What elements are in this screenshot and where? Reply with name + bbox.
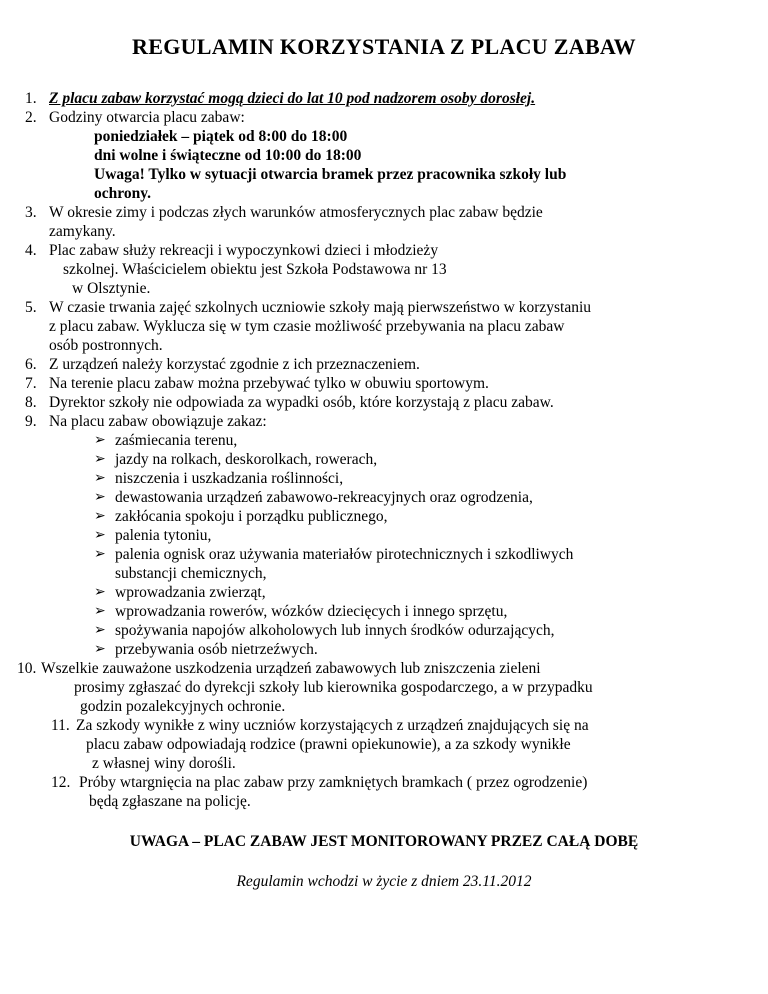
item-10-text: Wszelkie zauważone uszkodzenia urządzeń zabawowych lub zniszczenia zieleni bbox=[41, 660, 541, 677]
prohibition-item: przebywania osób nietrzeźwych. bbox=[115, 641, 318, 658]
item-11-text: Za szkody wynikłe z winy uczniów korzystających z urządzeń znajdujących się na bbox=[76, 717, 589, 734]
item-7-text: Na terenie placu zabaw można przebywać tylko w obuwiu sportowym. bbox=[49, 375, 489, 392]
hours-note: Uwaga! Tylko w sytuacji otwarcia bramek przez pracownika szkoły lub bbox=[94, 166, 567, 183]
prohibition-item: spożywania napojów alkoholowych lub innych środków odurzających, bbox=[115, 622, 555, 639]
item-number: 5. bbox=[25, 299, 37, 316]
item-number: 12. bbox=[51, 774, 71, 791]
prohibition-item: palenia tytoniu, bbox=[115, 527, 212, 544]
arrow-bullet-icon: ➢ bbox=[94, 585, 106, 600]
item-5-text: W czasie trwania zajęć szkolnych uczniowie szkoły mają pierwszeństwo w korzystaniu bbox=[49, 299, 592, 316]
item-4-text-cont2: w Olsztynie. bbox=[72, 280, 151, 297]
item-5-text-cont2: osób postronnych. bbox=[49, 337, 163, 354]
item-11-text-cont: placu zabaw odpowiadają rodzice (prawni opiekunowie), a za szkody wynikłe bbox=[86, 736, 571, 753]
item-number: 11. bbox=[51, 717, 70, 734]
item-number: 4. bbox=[25, 242, 37, 259]
effective-date: Regulamin wchodzi w życie z dniem 23.11.2012 bbox=[236, 873, 532, 890]
prohibition-item: dewastowania urządzeń zabawowo-rekreacyjnych oraz ogrodzenia, bbox=[115, 489, 533, 506]
hours-weekdays: poniedziałek – piątek od 8:00 do 18:00 bbox=[94, 128, 348, 145]
item-6-text: Z urządzeń należy korzystać zgodnie z ich przeznaczeniem. bbox=[49, 356, 420, 373]
prohibition-item: palenia ognisk oraz używania materiałów pirotechnicznych i szkodliwych bbox=[115, 546, 574, 563]
item-10-text-cont: prosimy zgłaszać do dyrekcji szkoły lub kierownika gospodarczego, a w przypadku bbox=[74, 679, 593, 696]
prohibition-item: niszczenia i uszkadzania roślinności, bbox=[115, 470, 344, 487]
arrow-bullet-icon: ➢ bbox=[94, 471, 106, 486]
item-number: 1. bbox=[25, 90, 37, 107]
item-11-text-cont2: z własnej winy dorośli. bbox=[92, 755, 236, 772]
item-number: 3. bbox=[25, 204, 37, 221]
hours-note-cont: ochrony. bbox=[94, 185, 151, 202]
item-10-text-cont2: godzin pozalekcyjnych ochronie. bbox=[80, 698, 286, 715]
item-2-text: Godziny otwarcia placu zabaw: bbox=[49, 109, 245, 126]
item-9-text: Na placu zabaw obowiązuje zakaz: bbox=[49, 413, 267, 430]
prohibition-item: zaśmiecania terenu, bbox=[115, 432, 238, 449]
prohibition-item: jazdy na rolkach, deskorolkach, rowerach, bbox=[115, 451, 378, 468]
item-number: 8. bbox=[25, 394, 37, 411]
item-number: 10. bbox=[17, 660, 37, 677]
item-number: 7. bbox=[25, 375, 37, 392]
item-8-text: Dyrektor szkoły nie odpowiada za wypadki osób, które korzystają z placu zabaw. bbox=[49, 394, 554, 411]
document-title: REGULAMIN KORZYSTANIA Z PLACU ZABAW bbox=[132, 34, 636, 59]
arrow-bullet-icon: ➢ bbox=[94, 547, 106, 562]
arrow-bullet-icon: ➢ bbox=[94, 623, 106, 638]
item-3-text: W okresie zimy i podczas złych warunków atmosferycznych plac zabaw będzie bbox=[49, 204, 543, 221]
item-number: 2. bbox=[25, 109, 37, 126]
arrow-bullet-icon: ➢ bbox=[94, 642, 106, 657]
item-4-text-cont: szkolnej. Właścicielem obiektu jest Szkoła Podstawowa nr 13 bbox=[63, 261, 447, 278]
arrow-bullet-icon: ➢ bbox=[94, 509, 106, 524]
item-12-text-cont: będą zgłaszane na policję. bbox=[89, 793, 251, 810]
arrow-bullet-icon: ➢ bbox=[94, 452, 106, 467]
monitoring-warning: UWAGA – PLAC ZABAW JEST MONITOROWANY PRZEZ CAŁĄ DOBĘ bbox=[129, 833, 639, 850]
item-1-text: Z placu zabaw korzystać mogą dzieci do lat 10 pod nadzorem osoby dorosłej. bbox=[49, 90, 536, 107]
prohibition-item-cont: substancji chemicznych, bbox=[115, 565, 267, 582]
item-12-text: Próby wtargnięcia na plac zabaw przy zamkniętych bramkach ( przez ogrodzenie) bbox=[79, 774, 588, 791]
item-number: 6. bbox=[25, 356, 37, 373]
item-number: 9. bbox=[25, 413, 37, 430]
prohibition-item: wprowadzania rowerów, wózków dziecięcych i innego sprzętu, bbox=[115, 603, 508, 620]
arrow-bullet-icon: ➢ bbox=[94, 490, 106, 505]
arrow-bullet-icon: ➢ bbox=[94, 604, 106, 619]
prohibition-item: wprowadzania zwierząt, bbox=[115, 584, 266, 601]
hours-holidays: dni wolne i świąteczne od 10:00 do 18:00 bbox=[94, 147, 362, 164]
prohibition-item: zakłócania spokoju i porządku publicznego, bbox=[115, 508, 388, 525]
arrow-bullet-icon: ➢ bbox=[94, 433, 106, 448]
item-3-text-cont: zamykany. bbox=[49, 223, 116, 240]
item-4-text: Plac zabaw służy rekreacji i wypoczynkowi dzieci i młodzieży bbox=[49, 242, 439, 259]
item-5-text-cont: z placu zabaw. Wyklucza się w tym czasie możliwość przebywania na placu zabaw bbox=[49, 318, 565, 335]
arrow-bullet-icon: ➢ bbox=[94, 528, 106, 543]
